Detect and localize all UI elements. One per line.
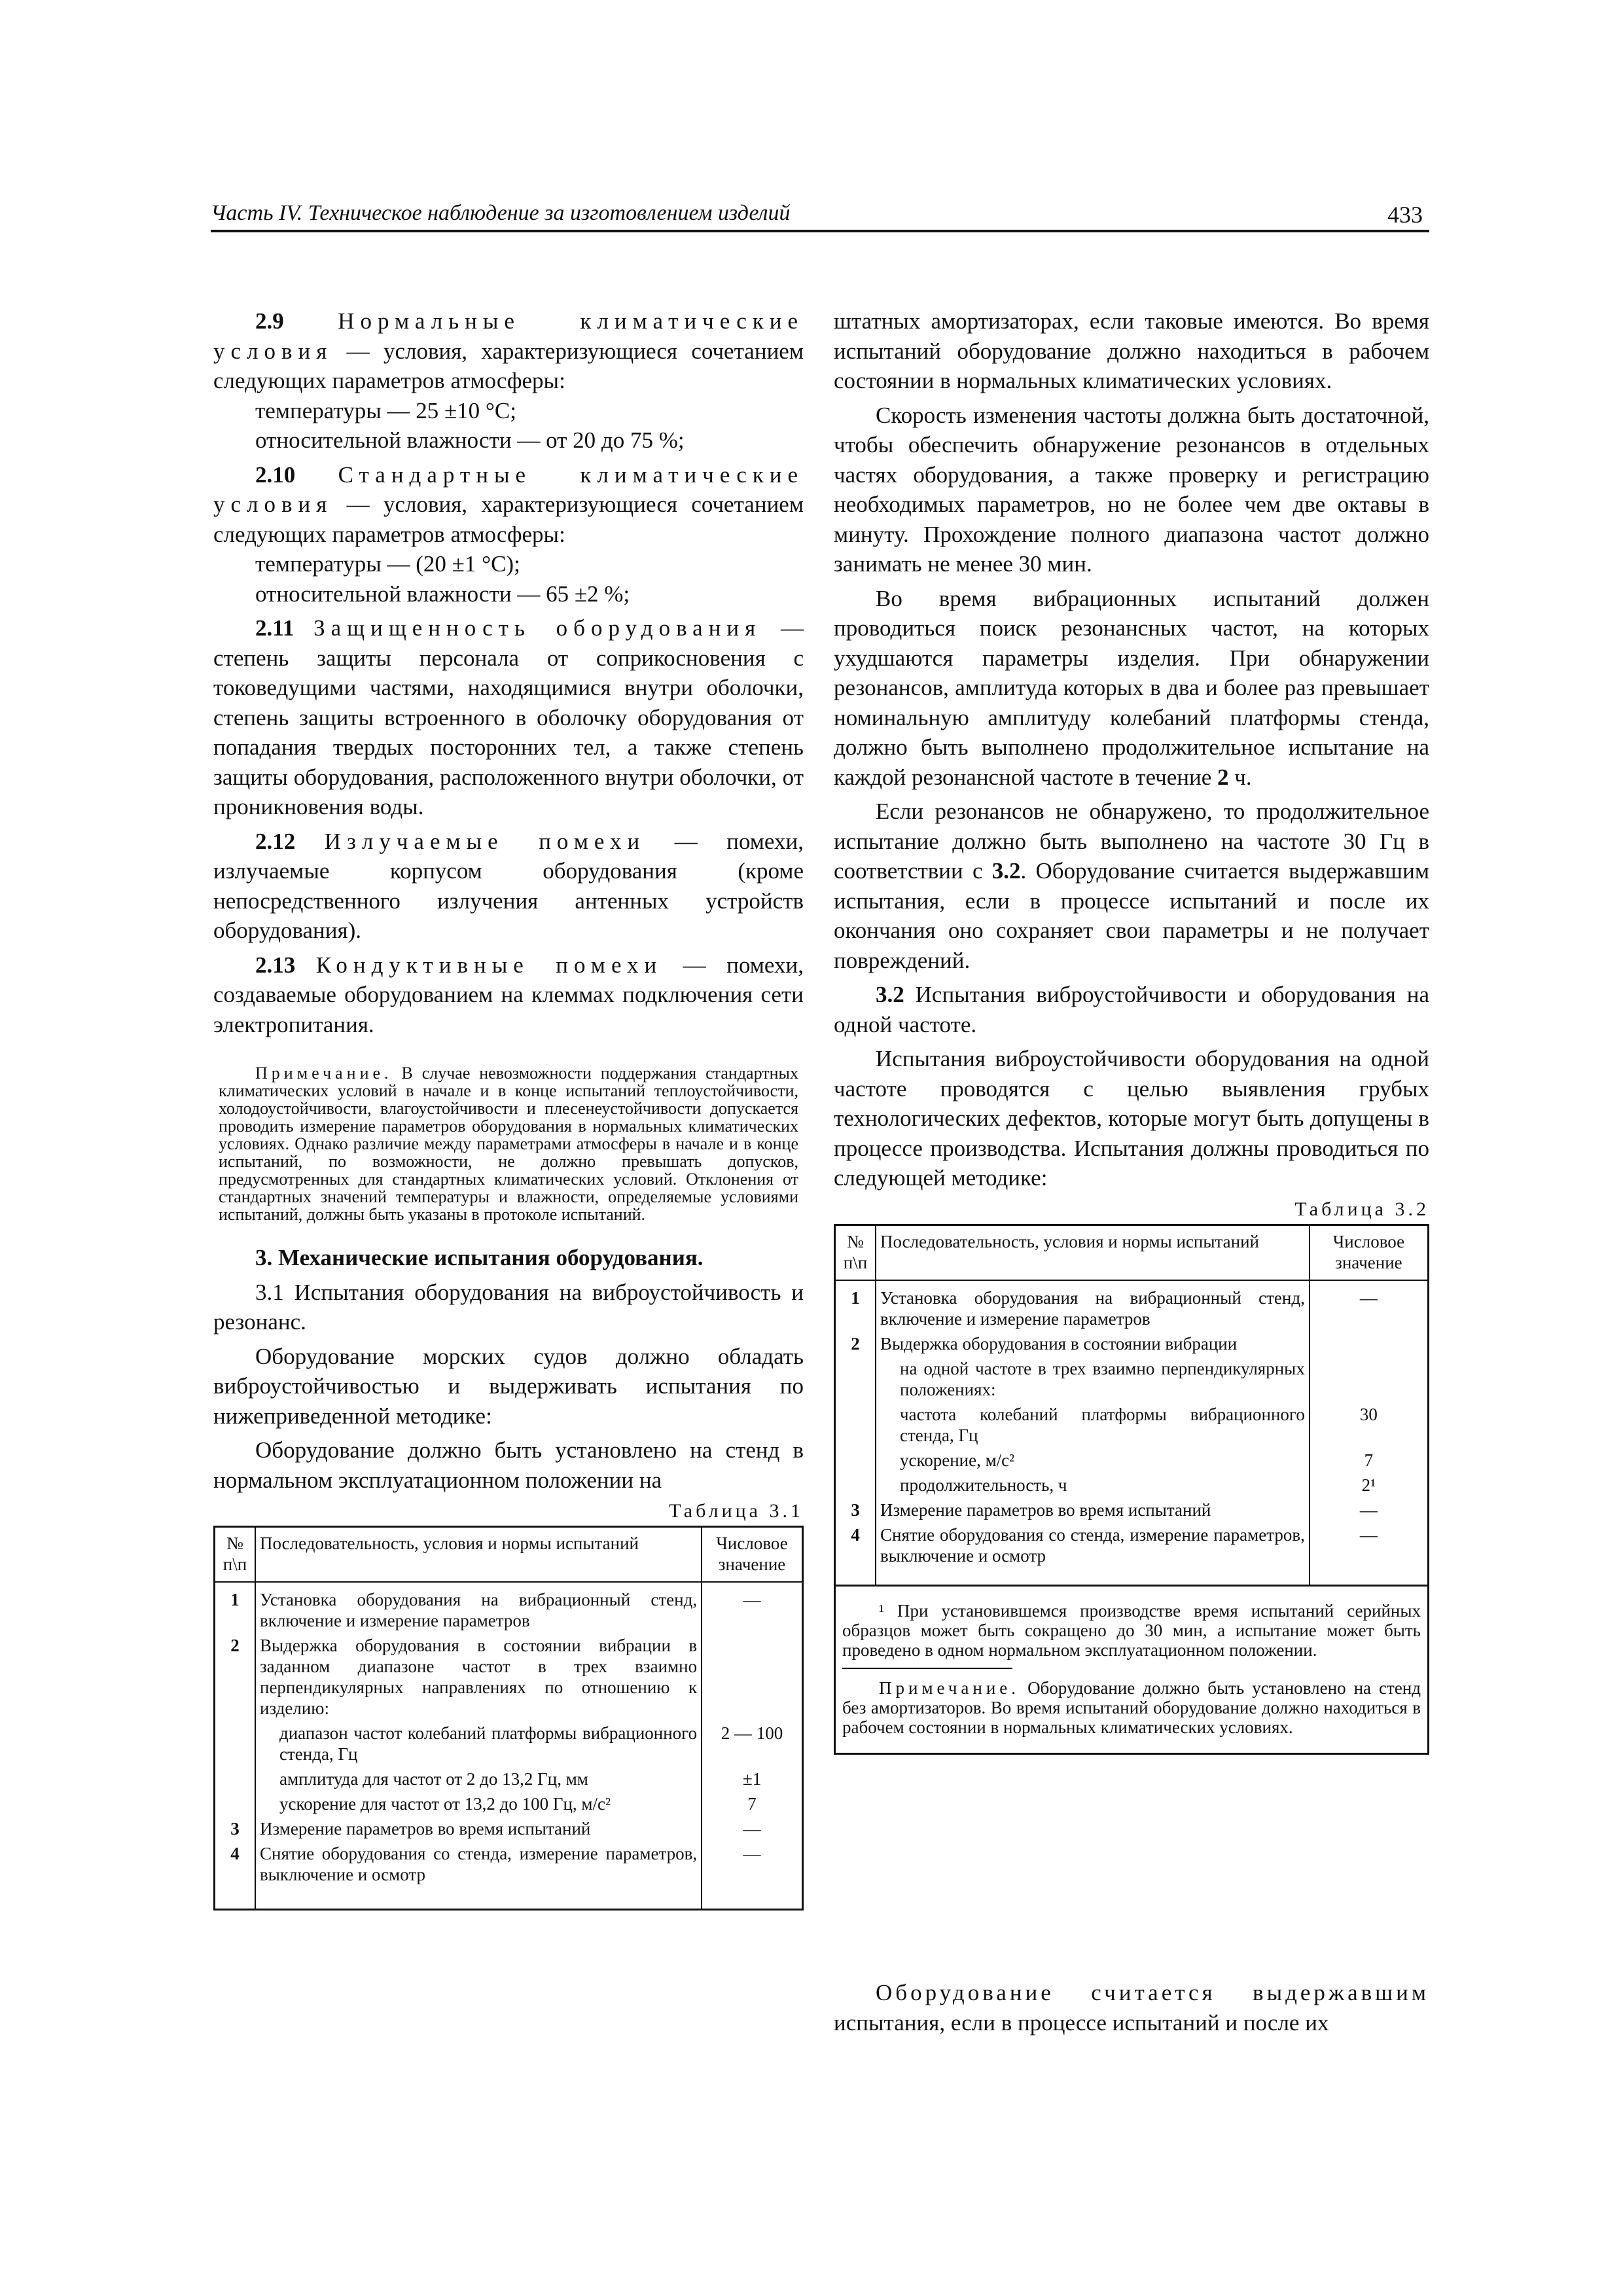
clause-number: 2.13 [255, 952, 296, 978]
row-value [1310, 1331, 1427, 1356]
table-row [836, 1498, 1427, 1522]
text: . Оборудование считается выдержавшим испытания, если в процессе испытаний и после их окончания оно сохраняет свои параметры и не получает повреждений. [834, 858, 1429, 973]
table-row [215, 1791, 802, 1816]
table-caption: Таблица 3.2 [1294, 1198, 1429, 1220]
term: Защищенность оборудования [313, 615, 762, 641]
row-number: 3 [836, 1498, 876, 1522]
continued-paragraph [834, 1978, 1429, 2038]
text: Во время вибрационных испытаний должен проводиться поиск резонансных частот, на которых ухудшаются параметры изделия. При обнаружении резонансов, амплитуда которых в два и более раз превышает номинальную амплитуду колебаний платформы стенда, должно быть выполнено продолжительное испытание на каждой резонансной частоте в течение [834, 585, 1429, 790]
note-block [213, 1064, 804, 1223]
clause-text: — условия, характеризующиеся сочетанием следующих параметров атмосферы: [213, 338, 804, 393]
clause-number: 2.10 [255, 461, 296, 488]
paragraph: штатных амортизаторах, если таковые имеются. Во время испытаний оборудование должно находиться в рабочем состоянии в нормальных климатических условиях. [834, 308, 1429, 393]
table-row [836, 1473, 1427, 1498]
text: ч. [1228, 764, 1252, 790]
row-text: Установка оборудования на вибрационный стенд, включение и измерение параметров [255, 1582, 702, 1633]
param-temperature: температуры — 25 ±10 °С; [255, 397, 516, 423]
clause-number: 2.9 [255, 308, 284, 334]
row-number [215, 1791, 255, 1816]
clause-number: 3.1 [255, 1279, 284, 1305]
table-row [215, 1582, 802, 1633]
paragraph: Оборудование морских судов должно обладать виброустойчивостью и выдерживать испытания по нижеприведенной методике: [213, 1343, 804, 1429]
row-value: 2 — 100 [721, 1723, 783, 1743]
section-3-title [213, 1243, 804, 1273]
table [836, 1226, 1427, 1585]
running-header-title: Часть IV. Техническое наблюдение за изготовлением изделий [211, 201, 791, 225]
row-text: ускорение для частот от 13,2 до 100 Гц, м/с² [255, 1791, 702, 1816]
clause-reference: 3.2 [991, 858, 1021, 884]
header-rule [211, 230, 1429, 232]
table-row [836, 1356, 1427, 1402]
row-text: Снятие оборудования со стенда, измерение параметров, выключение и осмотр [255, 1841, 702, 1909]
footnote: ¹ При установившемся производстве время испытаний серийных образцов может быть сокращено до 30 мин, а испытание может быть проведено в одном нормальном эксплуатационном положении. [842, 1600, 1421, 1660]
clause-text: Испытания виброустойчивости и оборудования на одной частоте. [834, 982, 1429, 1037]
clause-number: 2.12 [255, 828, 296, 854]
clause-2-13 [213, 950, 804, 1040]
row-number: 4 [836, 1522, 876, 1585]
row-number [836, 1402, 876, 1448]
table-header-row [215, 1528, 802, 1582]
table-row [215, 1721, 802, 1767]
table-row [836, 1331, 1427, 1356]
clause-text: — помехи, создаваемые оборудованием на клеммах подключения сети электропитания. [213, 952, 804, 1037]
clause-text: — условия, характеризующиеся сочетанием следующих параметров атмосферы: [213, 492, 804, 547]
param-temperature: температуры — (20 ±1 °С); [255, 551, 520, 577]
table-footer [836, 1585, 1427, 1753]
table-row [836, 1280, 1427, 1331]
row-number: 2 [215, 1633, 255, 1721]
text: испытания, если в процессе испытаний и после их [834, 2010, 1329, 2036]
table [215, 1528, 802, 1909]
row-text: Снятие оборудования со стенда, измерение параметров, выключение и осмотр [876, 1522, 1310, 1585]
col-header: Последовательность, условия и нормы испытаний [255, 1528, 702, 1582]
clause-3-2 [834, 980, 1429, 1039]
row-text: амплитуда для частот от 2 до 13,2 Гц, мм [255, 1767, 702, 1791]
term: Кондуктивные помехи [315, 952, 663, 978]
row-number: 3 [215, 1816, 255, 1841]
note-text: В случае невозможности поддержания стандартных климатических условий в начале и в конце испытаний теплоустойчивости, холодоустойчивости, влагоустойчивости и плесенеустойчивости допускается проводить измерение параметров оборудования в нормальных климатических условиях. Однако различие между параметрами атмосферы в начале и в конце испытаний, по возможности, не должно превышать допусков, предусмотренных для стандартных климатических условий. Отклонения от стандартных значений температуры и влажности, определяемые условиями испытаний, должны быть указаны в протоколе испытаний. [219, 1064, 798, 1224]
note-label: Примечание. [879, 1677, 1020, 1698]
row-value: 7 [1364, 1450, 1374, 1470]
row-number [836, 1448, 876, 1473]
page-number: 433 [1387, 202, 1423, 228]
term: Нормальные климатические условия [213, 308, 804, 364]
col-header: № п\п [836, 1226, 876, 1280]
clause-2-11 [213, 613, 804, 822]
row-number: 2 [836, 1331, 876, 1356]
col-header: № п\п [215, 1528, 255, 1582]
paragraph [834, 584, 1429, 793]
row-value: — [1359, 1287, 1378, 1308]
clause-text: — помехи, излучаемые корпусом оборудования (кроме непосредственного излучения антенных устройств оборудования). [213, 828, 804, 943]
col-header: Числовое значение [1310, 1226, 1427, 1280]
row-number: 1 [215, 1582, 255, 1633]
text: Если резонансов не обнаружено, то продолжительное испытание должно быть выполнено на частоте 30 Гц в соответствии с [834, 798, 1429, 884]
row-value [702, 1633, 802, 1721]
term: Излучаемые помехи [324, 828, 646, 854]
row-number [836, 1473, 876, 1498]
row-value: 7 [747, 1794, 757, 1814]
footnote-rule [842, 1668, 1012, 1669]
row-text: частота колебаний платформы вибрационного стенда, Гц [876, 1402, 1310, 1448]
clause-3-1 [213, 1278, 804, 1337]
row-value: ±1 [742, 1769, 762, 1789]
paragraph [834, 797, 1429, 975]
row-number [215, 1721, 255, 1767]
table-3-2 [834, 1224, 1429, 1755]
paragraph: Скорость изменения частоты должна быть достаточной, чтобы обеспечить обнаружение резонансов в отдельных частях оборудования, а также проверку и регистрацию необходимых параметров, но не более чем две октавы в минуту. Прохождение полного диапазона частот должно занимать не менее 30 мин. [834, 402, 1429, 577]
col-header: Последовательность, условия и нормы испытаний [876, 1226, 1310, 1280]
col-header: Числовое значение [702, 1528, 802, 1582]
clause-text: Испытания оборудования на виброустойчивость и резонанс. [213, 1279, 804, 1335]
row-number [836, 1356, 876, 1402]
row-text: Установка оборудования на вибрационный стенд, включение и измерение параметров [876, 1280, 1310, 1331]
note-label: Примечание. [255, 1064, 393, 1083]
row-text: ускорение, м/с² [876, 1448, 1310, 1473]
term: Стандартные климатические условия [213, 461, 804, 517]
table-note [842, 1678, 1421, 1737]
row-number: 4 [215, 1841, 255, 1909]
row-value: — [1359, 1524, 1378, 1545]
row-value: 2¹ [1361, 1475, 1376, 1495]
row-text: продолжительность, ч [876, 1473, 1310, 1498]
table-row [215, 1767, 802, 1791]
row-value: — [1359, 1499, 1378, 1520]
row-text: на одной частоте в трех взаимно перпендикулярных положениях: [876, 1356, 1310, 1402]
param-humidity: относительной влажности — 65 ±2 %; [255, 581, 630, 607]
row-text: Выдержка оборудования в состоянии вибрации [876, 1331, 1310, 1356]
row-number: 1 [836, 1280, 876, 1331]
row-text: диапазон частот колебаний платформы вибрационного стенда, Гц [255, 1721, 702, 1767]
clause-2-12 [213, 827, 804, 946]
clause-2-9 [213, 306, 804, 396]
row-value: — [743, 1844, 761, 1863]
table-row [836, 1402, 1427, 1448]
section-title: 3. Механические испытания оборудования. [255, 1245, 704, 1270]
clause-text: — степень защиты персонала от соприкосновения с токоведущими частями, находящимися внутри оболочки, степень защиты встроенного в оболочку оборудования от попадания твердых посторонних тел, а также степень защиты оборудования, расположенного внутри оболочки, от проникновения воды. [213, 615, 804, 819]
table-3-1 [213, 1526, 804, 1910]
clause-number: 2.11 [255, 615, 294, 641]
row-value: 30 [1359, 1404, 1378, 1424]
table-header-row [836, 1226, 1427, 1280]
left-column [213, 306, 804, 1910]
note-text: Оборудование должно быть установлено на стенд без амортизаторов. Во время испытаний оборудование должно находиться в рабочем состоянии в нормальных климатических условиях. [842, 1677, 1421, 1737]
table-caption: Таблица 3.1 [669, 1500, 804, 1522]
row-text: Измерение параметров во время испытаний [255, 1816, 702, 1841]
clause-2-10 [213, 460, 804, 550]
duration-value: 2 [1217, 764, 1229, 790]
clause-number: 3.2 [876, 982, 904, 1007]
table-row [836, 1522, 1427, 1585]
row-text: Измерение параметров во время испытаний [876, 1498, 1310, 1522]
paragraph: Оборудование должно быть установлено на стенд в нормальном эксплуатационном положении на [213, 1437, 804, 1493]
row-value [1310, 1356, 1427, 1402]
text: Оборудование считается выдержавшим [876, 1980, 1429, 2005]
row-text: Выдержка оборудования в состоянии вибрации в заданном диапазоне частот в трех взаимно перпендикулярных направлениях по отношению к изделию: [255, 1633, 702, 1721]
table-row [836, 1448, 1427, 1473]
table-row [215, 1816, 802, 1841]
table-row [215, 1633, 802, 1721]
right-column [834, 306, 1429, 1755]
row-value: — [743, 1819, 761, 1839]
row-number [215, 1767, 255, 1791]
table-row [215, 1841, 802, 1909]
row-value: — [743, 1590, 761, 1609]
paragraph: Испытания виброустойчивости оборудования на одной частоте проводятся с целью выявления грубых технологических дефектов, которые могут быть допущены в процессе производства. Испытания должны проводиться по следующей методике: [834, 1046, 1429, 1191]
param-humidity: относительной влажности — от 20 до 75 %; [255, 427, 685, 453]
